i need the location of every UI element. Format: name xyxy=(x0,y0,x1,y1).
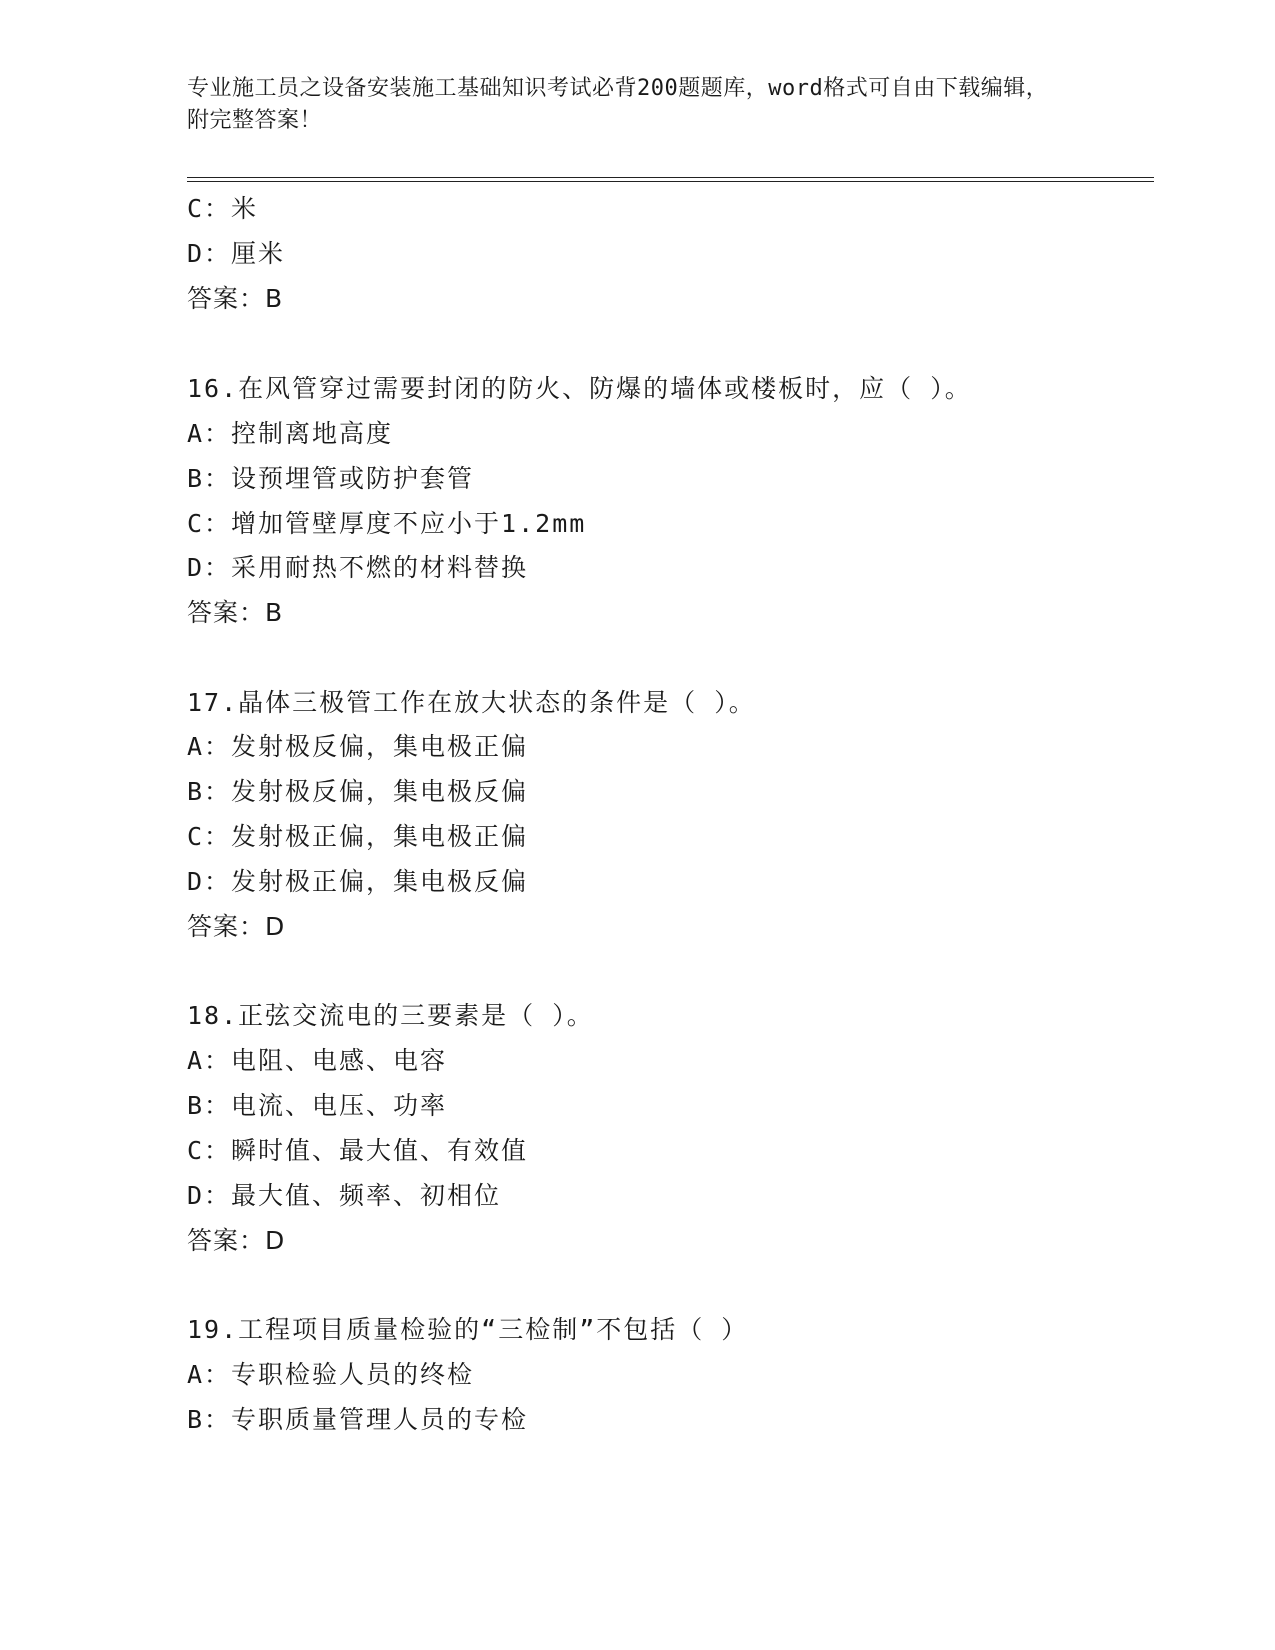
option-c-q17: C：发射极正偏，集电极正偏 xyxy=(187,822,529,851)
answer-q18: 答案：D xyxy=(187,1226,286,1255)
option-d-q15: D：厘米 xyxy=(187,239,286,268)
header-divider-top xyxy=(187,177,1154,178)
option-d-q18: D：最大值、频率、初相位 xyxy=(187,1181,502,1210)
question-19: 19.工程项目质量检验的“三检制”不包括（ ） xyxy=(187,1315,749,1344)
answer-q15: 答案：B xyxy=(187,284,284,313)
header-divider-bottom xyxy=(187,181,1154,182)
option-a-q18: A：电阻、电感、电容 xyxy=(187,1046,448,1075)
option-c-q16: C：增加管壁厚度不应小于1.2mm xyxy=(187,509,587,538)
answer-q17: 答案：D xyxy=(187,912,286,941)
option-b-q17: B：发射极反偏，集电极反偏 xyxy=(187,777,529,806)
option-b-q19: B：专职质量管理人员的专检 xyxy=(187,1405,529,1434)
option-a-q16: A：控制离地高度 xyxy=(187,419,394,448)
question-18: 18.正弦交流电的三要素是（ ）。 xyxy=(187,1001,594,1030)
answer-q16: 答案：B xyxy=(187,598,284,627)
option-b-q16: B：设预埋管或防护套管 xyxy=(187,464,475,493)
document-header: 专业施工员之设备安装施工基础知识考试必背200题题库，word格式可自由下载编辑，附完整答案！ xyxy=(187,76,1049,133)
option-d-q16: D：采用耐热不燃的材料替换 xyxy=(187,553,529,582)
option-a-q17: A：发射极反偏，集电极正偏 xyxy=(187,732,529,761)
question-16: 16.在风管穿过需要封闭的防火、防爆的墙体或楼板时，应（ ）。 xyxy=(187,374,972,403)
option-a-q19: A：专职检验人员的终检 xyxy=(187,1360,475,1389)
option-c-q15: C：米 xyxy=(187,194,259,223)
option-d-q17: D：发射极正偏，集电极反偏 xyxy=(187,867,529,896)
option-c-q18: C：瞬时值、最大值、有效值 xyxy=(187,1136,529,1165)
option-b-q18: B：电流、电压、功率 xyxy=(187,1091,448,1120)
question-17: 17.晶体三极管工作在放大状态的条件是（ ）。 xyxy=(187,688,756,717)
